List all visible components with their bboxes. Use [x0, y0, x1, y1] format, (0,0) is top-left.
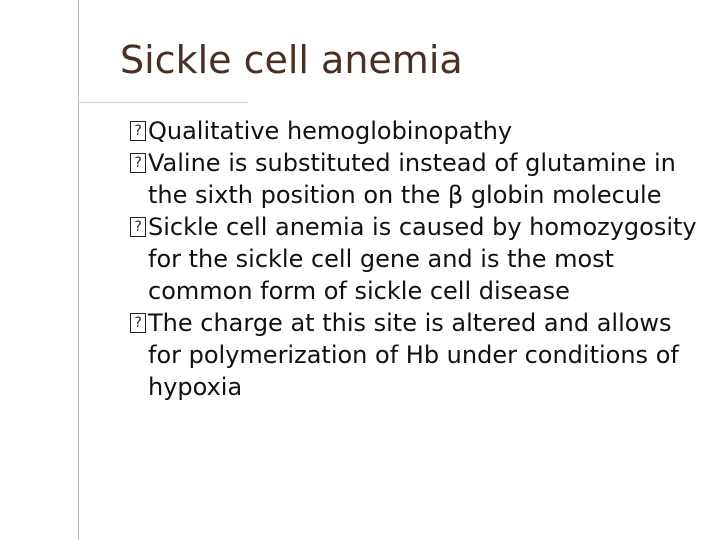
left-rule	[78, 0, 79, 540]
title-underline	[78, 102, 248, 103]
slide-title: Sickle cell anemia	[120, 38, 463, 82]
bullet-marker-icon: ?	[130, 121, 146, 141]
bullet-text: The charge at this site is altered and allows for polymerization of Hb under conditions of hypoxia	[148, 309, 679, 401]
bullet-text: Valine is substituted instead of glutamine in the sixth position on the β globin molecule	[148, 149, 676, 209]
bullet-item	[130, 147, 700, 211]
bullet-item	[130, 307, 700, 403]
bullet-item	[130, 211, 700, 307]
bullet-marker-icon: ?	[130, 313, 146, 333]
bullet-marker-icon: ?	[130, 153, 146, 173]
bullet-text: Sickle cell anemia is caused by homozygosity for the sickle cell gene and is the most common form of sickle cell disease	[148, 213, 697, 305]
bullet-marker-icon: ?	[130, 217, 146, 237]
bullet-item	[130, 115, 700, 147]
bullet-text: Qualitative hemoglobinopathy	[148, 117, 513, 145]
bullet-list	[130, 115, 700, 403]
